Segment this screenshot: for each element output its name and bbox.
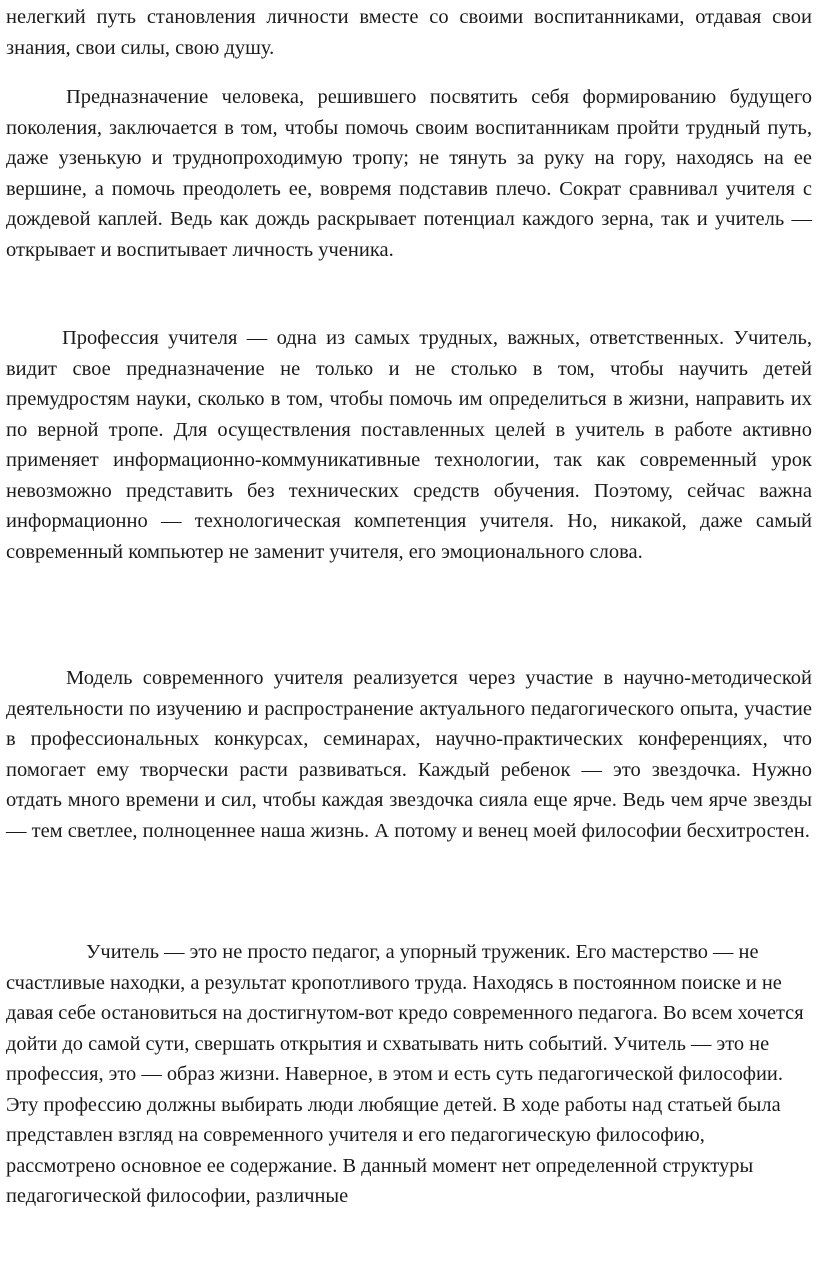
paragraph-2: Предназначение человека, решившего посвятить себя формированию будущего поколения, заключается в том, чтобы помочь своим воспитанникам пройти трудный путь, даже узенькую и труднопроходимую тропу; не тянуть за руку на гору, находясь на ее вершине, а помочь преодолеть ее, вовремя подставив плечо. Сократ сравнивал учителя с дождевой каплей. Ведь как дождь раскрывает потенциал каждого зерна, так и учитель — открывает и воспитывает личность ученика. <box>6 86 812 261</box>
paragraph-3: Профессия учителя — одна из самых трудных, важных, ответственных. Учитель, видит свое предназначение не только и не столько в том, чтобы научить детей премудростям науки, сколько в том, чтобы помочь им определиться в жизни, направить их по верной тропе. Для осуществления поставленных целей в учитель в работе активно применяет информационно-коммуникативные технологии, так как современный урок невозможно представить без технических средств обучения. Поэтому, сейчас важна информационно — технологическая компетенция учителя. Но, никакой, даже самый современный компьютер не заменит учителя, его эмоционального слова. <box>6 327 812 563</box>
paragraph-5: Учитель — это не просто педагог, а упорный труженик. Его мастерство — не счастливые находки, а результат кропотливого труда. Находясь в постоянном поиске и не давая себе остановиться на достигнутом-вот кредо современного педагога. Во всем хочется дойти до самой сути, свершать открытия и схватывать нить событий. Учитель — это не профессия, это — образ жизни. Наверное, в этом и есть суть педагогической философии. Эту профессию должны выбирать люди любящие детей. В ходе работы над статьей была представлен взгляд на современного учителя и его педагогическую философию, рассмотрено основное ее содержание. В данный момент нет определенной структуры педагогической философии, различные <box>6 941 804 1207</box>
paragraph-4: Модель современного учителя реализуется через участие в научно-методической деятельности по изучению и распространение актуального педагогического опыта, участие в профессиональных конкурсах, семинарах, научно-практических конференциях, что помогает ему творчески расти развиваться. Каждый ребенок — это звездочка. Нужно отдать много времени и сил, чтобы каждая звездочка сияла еще ярче. Ведь чем ярче звезды — тем светлее, полноценнее наша жизнь. А потому и венец моей философии бесхитростен. <box>6 667 812 842</box>
paragraph-1: нелегкий путь становления личности вместе со своими воспитанниками, отдавая свои знания, свои силы, свою душу. <box>6 6 812 59</box>
